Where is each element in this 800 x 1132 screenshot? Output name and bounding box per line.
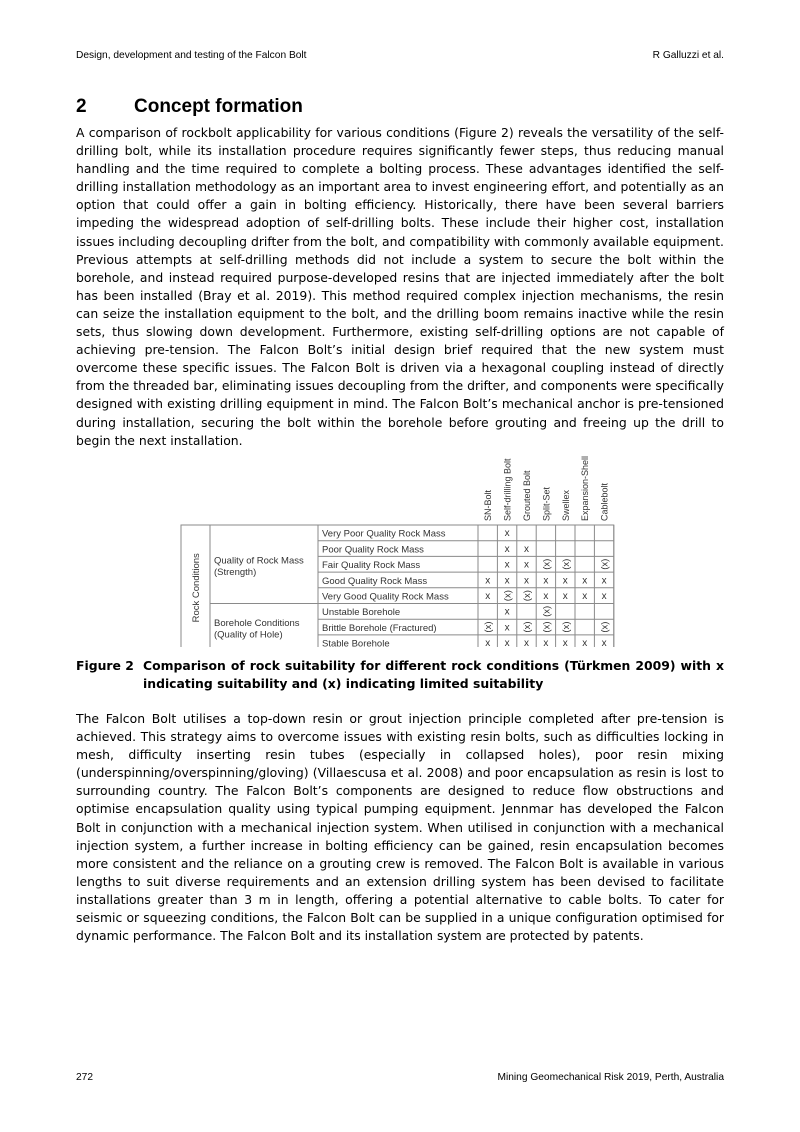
condition-label: Stable Borehole — [322, 638, 390, 647]
suitability-mark: x — [562, 575, 568, 587]
suitability-mark: x — [485, 591, 491, 602]
limited-suitability-mark: (x) — [599, 621, 611, 633]
limited-suitability-mark: (x) — [483, 621, 495, 633]
section-heading — [76, 96, 303, 118]
column-header: Grouted Bolt — [522, 470, 532, 521]
suitability-mark: x — [582, 591, 588, 602]
suitability-mark: x — [485, 575, 491, 587]
condition-label: Very Poor Quality Rock Mass — [322, 528, 446, 540]
column-header: SN-Bolt — [483, 489, 494, 521]
column-header: Swellex — [560, 489, 571, 521]
suitability-mark: x — [543, 591, 549, 602]
column-header: Split-Set — [541, 486, 552, 521]
conference-name: Mining Geomechanical Risk 2019, Perth, Australia — [497, 1072, 724, 1083]
limited-suitability-mark: (x) — [560, 558, 572, 570]
row-group-label: (Strength) — [214, 566, 257, 578]
column-header: Cablebolt — [599, 482, 610, 521]
suitability-mark: x — [504, 622, 510, 634]
caption-label: Figure 2 — [76, 658, 134, 673]
suitability-mark: x — [504, 606, 510, 618]
running-footer — [76, 1072, 724, 1086]
body-paragraph: A comparison of rockbolt applicability for various conditions (Figure 2) reveals the versatility of the self-drilling bolt, while its installation procedure requires significantly fewer steps, thus reducing manual handling and the time required to complete a bolting process. These advantages identified the self-drilling installation methodology as an important area to invest engineering effort, and potentially as an option that could offer a gain in bolting efficiency. Historically, there have been several barriers impeding the widespread adoption of self-drilling bolts. These include their higher cost, installation issues including decoupling drifter from the bolt, and compatibility with commonly available equipment. Previous attempts at self-drilling methods did not include a system to secure the bolt within the borehole, and instead required purpose-developed resins that are injected immediately after the bolt has been installed (Bray et al. 2019). This method required complex injection mechanisms, the resin can seize the installation equipment to the bolt, and the drilling boom remains inactive while the resin sets, thus slowing down development. Furthermore, existing self-drilling options are not capable of achieving pre-tension. The Falcon Bolt’s initial design brief required that the new system must overcome these specific issues. The Falcon Bolt is driven via a hexagonal coupling instead of directly from the threaded bar, eliminating issues decoupling from the drifter, and components were specifically designed with existing drilling equipment in mind. The Falcon Bolt’s mechanical anchor is pre-tensioned during installation, securing the bolt within the borehole before grouting and freeing up the drill to begin the next installation. — [76, 125, 724, 448]
suitability-mark: x — [582, 575, 588, 587]
suitability-mark: x — [543, 638, 549, 647]
suitability-mark: x — [601, 638, 607, 647]
running-header — [76, 50, 724, 64]
suitability-mark: x — [524, 543, 529, 555]
limited-suitability-mark: (x) — [502, 590, 514, 602]
limited-suitability-mark: (x) — [541, 558, 553, 570]
suitability-mark: x — [504, 638, 510, 647]
body-paragraph: The Falcon Bolt utilises a top-down resin or grout injection principle completed after pre-tension is achieved. This strategy aims to overcome issues with existing resin bolts, such as difficulties locking in mesh, difficulty inserting resin tubes (especially in collapsed holes), poor resin mixing (underspinning/overspinning/gloving) (Villaescusa et al. 2008) and poor encapsulation as resin is lost to surrounding country. The Falcon Bolt’s components are designed to reduce flow obstructions and optimise encapsulation quality using typical pumping equipment. Jennmar has developed the Falcon Bolt in conjunction with a mechanical injection system. When utilised in conjunction with a mechanical injection system, a further increase in bolting efficiency can be gained, resin encapsulation becomes more consistent and the reliance on a grouting crew is removed. The Falcon Bolt is available in various lengths to suit diverse requirements and an extension drilling system has been devised to facilitate installations greater than 3 m in length, offering a potential alternative to cable bolts. To cater for seismic or squeezing conditions, the Falcon Bolt can be supplied in a unique configuration optimised for dynamic performance. The Falcon Bolt and its installation system are protected by patents. — [76, 711, 724, 944]
suitability-mark: x — [562, 591, 568, 602]
row-group-label: Quality of Rock Mass — [214, 555, 304, 567]
condition-label: Good Quality Rock Mass — [322, 575, 428, 587]
suitability-mark: x — [524, 638, 529, 647]
limited-suitability-mark: (x) — [522, 621, 533, 633]
condition-label: Unstable Borehole — [322, 607, 401, 619]
figure-2 — [180, 442, 620, 647]
rock-suitability-table — [180, 442, 620, 647]
suitability-mark: x — [504, 543, 510, 555]
page-number: 272 — [76, 1072, 93, 1083]
condition-label: Brittle Borehole (Fractured) — [322, 622, 437, 634]
suitability-mark: x — [601, 575, 607, 587]
column-header: Self-drilling Bolt — [502, 458, 513, 521]
condition-label: Fair Quality Rock Mass — [322, 560, 421, 572]
row-group-label: (Quality of Hole) — [214, 629, 283, 641]
limited-suitability-mark: (x) — [541, 621, 553, 633]
condition-label: Very Good Quality Rock Mass — [322, 591, 449, 603]
suitability-mark: x — [562, 638, 568, 647]
suitability-mark: x — [504, 559, 510, 571]
section-title: Concept formation — [134, 96, 303, 117]
suitability-mark: x — [524, 559, 529, 571]
suitability-mark: x — [524, 575, 529, 587]
suitability-mark: x — [504, 528, 510, 540]
suitability-mark: x — [485, 638, 491, 647]
condition-label: Poor Quality Rock Mass — [322, 544, 424, 556]
suitability-mark: x — [582, 638, 588, 647]
column-header: Expansion-Shell — [580, 455, 591, 521]
section-number: 2 — [76, 96, 87, 117]
limited-suitability-mark: (x) — [599, 558, 611, 570]
suitability-mark: x — [601, 591, 607, 602]
suitability-mark: x — [504, 575, 510, 587]
limited-suitability-mark: (x) — [541, 605, 553, 617]
header-paper-title: Design, development and testing of the Falcon Bolt — [76, 50, 307, 61]
limited-suitability-mark: (x) — [522, 590, 533, 602]
figure-caption — [76, 657, 724, 693]
header-authors: R Galluzzi et al. — [652, 50, 724, 61]
caption-text: Comparison of rock suitability for different rock conditions (Türkmen 2009) with x indicating suitability and (x) indicating limited suitability — [143, 658, 724, 691]
limited-suitability-mark: (x) — [560, 621, 572, 633]
row-group-label: Borehole Conditions — [214, 618, 300, 630]
row-group-header: Rock Conditions — [191, 553, 202, 623]
suitability-mark: x — [543, 575, 549, 587]
